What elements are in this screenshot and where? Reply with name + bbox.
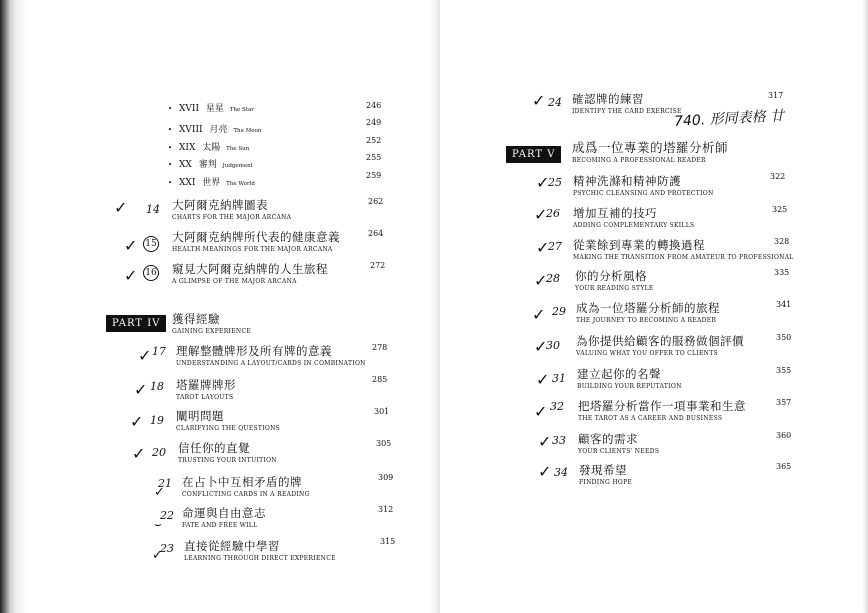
chapter-title-en: A GLIMPSE OF THE MAJOR ARCANA [172, 278, 297, 285]
page-number: 272 [370, 261, 386, 270]
chapter-entry-30 [576, 333, 744, 357]
chapter-number: 17 [152, 345, 166, 358]
chapter-number: 28 [546, 272, 560, 285]
chapter-title-zh: 信任你的直覺 [178, 441, 250, 455]
chapter-title-en: YOUR CLIENTS' NEEDS [578, 448, 660, 455]
roman-numeral: XIX [179, 143, 196, 153]
chapter-number: 27 [548, 240, 562, 253]
chapter-title-en: FATE AND FREE WILL [182, 522, 258, 529]
chapter-title-zh: 顧客的需求 [578, 432, 638, 446]
chapter-title-zh: 大阿爾克納牌圖表 [172, 198, 268, 212]
page-number: 341 [776, 300, 792, 309]
page-number: 305 [376, 439, 392, 448]
bullet-icon: • [168, 144, 173, 152]
chapter-number: 29 [552, 305, 566, 318]
chapter-number: 25 [548, 176, 562, 189]
right-page [440, 0, 868, 613]
sub-entry-21 [168, 175, 255, 188]
chapter-entry-26 [573, 205, 694, 229]
chapter-entry-27 [573, 237, 794, 261]
checkmark-icon: ✓ [534, 205, 548, 224]
bullet-icon: • [168, 105, 173, 113]
chapter-entry-33 [578, 431, 659, 455]
chapter-entry-29 [576, 300, 720, 324]
sub-entry-20 [168, 157, 253, 170]
chapter-number: 19 [150, 414, 164, 427]
chapter-title-en: MAKING THE TRANSITION FROM AMATEUR TO PROFESSIONAL [573, 254, 794, 261]
part-title-en: BECOMING A PROFESSIONAL READER [572, 157, 706, 164]
chapter-number: 18 [150, 380, 164, 393]
checkmark-icon: ✓ [532, 305, 546, 324]
chapter-title-zh: 在占卜中互相矛盾的牌 [182, 475, 302, 489]
chapter-title-zh: 理解整體牌形及所有牌的意義 [176, 344, 332, 358]
chapter-title-zh: 確認牌的練習 [572, 92, 644, 106]
sub-title-en: The World [226, 181, 255, 187]
sub-title-en: The Sun [226, 146, 250, 152]
page-number: 252 [366, 136, 382, 145]
chapter-title-en: UNDERSTANDING A LAYOUT/CARDS IN COMBINATION [176, 360, 366, 367]
bullet-icon: • [168, 179, 173, 187]
part-badge: PART V [506, 146, 561, 163]
chapter-entry-28 [575, 268, 654, 292]
page-number: 322 [770, 172, 786, 181]
checkmark-icon: ✓ [534, 337, 548, 356]
checkmark-icon: ⌣ [154, 517, 162, 531]
chapter-entry-20 [178, 440, 277, 464]
part-title-zh: 成爲一位專業的塔羅分析師 [572, 140, 729, 155]
chapter-title-zh: 精神洗滌和精神防護 [573, 174, 681, 188]
roman-numeral: XVIII [179, 125, 203, 135]
page-number: 325 [772, 205, 788, 214]
sub-title-en: The Moon [233, 128, 262, 134]
chapter-entry-14 [172, 197, 291, 221]
chapter-title-zh: 為你提供給顧客的服務做個評價 [576, 334, 744, 348]
roman-numeral: XX [179, 160, 192, 170]
page-edge [862, 0, 868, 613]
chapter-entry-31 [577, 366, 682, 390]
chapter-title-en: TAROT LAYOUTS [176, 394, 234, 401]
checkmark-icon: ✓ [534, 402, 548, 421]
chapter-entry-22 [182, 505, 266, 529]
page-number: 278 [372, 343, 388, 352]
chapter-title-en: IDENTIFY THE CARD EXERCISE [572, 108, 682, 115]
page-number: 264 [368, 229, 384, 238]
sub-title-en: Judgement [222, 163, 253, 169]
checkmark-icon: ✓ [536, 370, 550, 389]
chapter-title-en: HEALTH MEANINGS FOR THE MAJOR ARCANA [172, 246, 333, 253]
sub-title-zh: 世界 [202, 178, 221, 188]
page-number: 262 [368, 197, 384, 206]
chapter-title-zh: 從業餘到專業的轉換過程 [573, 238, 705, 252]
chapter-entry-16 [172, 261, 328, 285]
chapter-title-en: TRUSTING YOUR INTUITION [178, 457, 277, 464]
checkmark-icon: ✓ [536, 173, 550, 192]
chapter-title-en: BUILDING YOUR REPUTATION [577, 383, 682, 390]
page-number: 255 [366, 153, 382, 162]
sub-title-zh: 太陽 [202, 143, 221, 153]
chapter-number: 24 [548, 96, 562, 109]
sub-entry-19 [168, 140, 249, 153]
chapter-title-en: THE TAROT AS A CAREER AND BUSINESS [578, 415, 723, 422]
chapter-title-zh: 你的分析風格 [575, 269, 647, 283]
sub-entry-17 [168, 101, 254, 114]
bullet-icon: • [168, 126, 173, 134]
handwritten-note: 740. 形同表格 廿 [673, 108, 785, 130]
chapter-title-en: THE JOURNEY TO BECOMING A READER [576, 317, 717, 324]
chapter-title-en: PSYCHIC CLEANSING AND PROTECTION [573, 190, 714, 197]
chapter-number: 34 [554, 466, 568, 479]
part-badge: PART IV [106, 315, 166, 332]
book-binding-shadow [0, 0, 28, 613]
chapter-number [143, 236, 159, 252]
chapter-number: 31 [552, 372, 566, 385]
chapter-entry-32 [578, 398, 746, 422]
chapter-number: 30 [546, 339, 560, 352]
chapter-number: 32 [550, 400, 564, 413]
checkmark-icon: ✓ [536, 238, 550, 257]
chapter-entry-18 [176, 377, 236, 401]
checkmark-icon: ✓ [134, 380, 148, 399]
checkmark-icon: ✓ [534, 271, 548, 290]
page-number: 246 [366, 101, 382, 110]
chapter-number: 33 [552, 434, 566, 447]
part-title-zh: 獲得經驗 [172, 312, 220, 326]
sub-title-zh: 星星 [205, 104, 224, 114]
chapter-title-en: VALUING WHAT YOU OFFER TO CLIENTS [576, 350, 718, 357]
checkmark-icon: ✓ [124, 266, 138, 285]
page-number: 315 [380, 537, 396, 546]
chapter-number: 22 [160, 509, 174, 522]
checkmark-icon: ✓ [132, 444, 146, 463]
chapter-title-en: FINDING HOPE [579, 479, 633, 486]
part-title-en: GAINING EXPERIENCE [172, 328, 252, 335]
chapter-entry-25 [573, 173, 714, 197]
roman-numeral: XVII [179, 104, 200, 114]
chapter-title-zh: 窺見大阿爾克納牌的人生旅程 [172, 262, 328, 276]
chapter-title-en: CONFLICTING CARDS IN A READING [182, 491, 310, 498]
checkmark-icon: ✓ [124, 236, 138, 255]
chapter-entry-23 [184, 538, 336, 562]
chapter-title-zh: 增加互補的技巧 [573, 206, 657, 220]
page-number: 365 [776, 462, 792, 471]
bullet-icon: • [168, 161, 173, 169]
part-heading [572, 138, 728, 164]
chapter-entry-19 [176, 408, 280, 432]
chapter-title-zh: 建立起你的名聲 [577, 367, 661, 381]
chapter-number: 20 [152, 446, 166, 459]
page-number: 317 [768, 91, 784, 100]
chapter-number: 26 [546, 207, 560, 220]
circled-number: 16 [143, 265, 159, 281]
page-number: 309 [378, 473, 394, 482]
chapter-number: 21 [158, 477, 172, 490]
chapter-title-zh: 命運與自由意志 [182, 506, 266, 520]
chapter-title-zh: 闡明問題 [176, 409, 224, 423]
page-number: 350 [776, 333, 792, 342]
chapter-title-en: CHARTS FOR THE MAJOR ARCANA [172, 214, 292, 221]
page-number: 360 [776, 431, 792, 440]
chapter-entry-15 [172, 229, 340, 253]
chapter-number: 14 [146, 203, 160, 216]
page-number: 301 [374, 407, 390, 416]
page-number: 249 [366, 118, 382, 127]
page-number: 355 [776, 366, 792, 375]
chapter-title-en: ADDING COMPLEMENTARY SKILLS [573, 222, 695, 229]
chapter-title-en: CLARIFYING THE QUESTIONS [176, 425, 281, 432]
page-number: 312 [378, 505, 394, 514]
checkmark-icon: ✓ [114, 198, 128, 217]
checkmark-icon: ✓ [538, 462, 552, 481]
chapter-title-en: YOUR READING STYLE [575, 285, 654, 292]
chapter-entry-17 [176, 343, 366, 367]
checkmark-icon: ✓ [154, 485, 165, 500]
page-number: 335 [774, 268, 790, 277]
checkmark-icon: ✓ [130, 412, 144, 431]
chapter-title-zh: 發現希望 [579, 463, 627, 477]
sub-title-zh: 審判 [198, 160, 217, 170]
page-number: 259 [366, 171, 382, 180]
chapter-number: 23 [160, 542, 174, 555]
checkmark-icon: ✓ [152, 548, 163, 563]
checkmark-icon: ✓ [538, 432, 552, 451]
sub-title-zh: 月亮 [209, 125, 228, 135]
part-heading [172, 311, 251, 335]
chapter-entry-24 [572, 91, 682, 115]
checkmark-icon: ✓ [532, 91, 546, 110]
chapter-number [143, 265, 159, 281]
roman-numeral: XXI [179, 178, 196, 188]
sub-entry-18 [168, 122, 261, 135]
chapter-entry-21 [182, 474, 310, 498]
chapter-title-zh: 把塔羅分析當作一項事業和生意 [578, 399, 746, 413]
page-number: 285 [372, 375, 388, 384]
chapter-title-zh: 直接從經驗中學習 [184, 539, 280, 553]
checkmark-icon: ✓ [138, 346, 152, 365]
chapter-title-en: LEARNING THROUGH DIRECT EXPERIENCE [184, 555, 336, 562]
page-number: 328 [774, 237, 790, 246]
chapter-title-zh: 大阿爾克納牌所代表的健康意義 [172, 230, 340, 244]
page-number: 357 [776, 398, 792, 407]
chapter-title-zh: 塔羅牌牌形 [176, 378, 236, 392]
sub-title-en: The Star [229, 107, 254, 113]
circled-number: 15 [143, 236, 159, 252]
chapter-entry-34 [579, 462, 632, 486]
chapter-title-zh: 成為一位塔羅分析師的旅程 [576, 301, 720, 315]
